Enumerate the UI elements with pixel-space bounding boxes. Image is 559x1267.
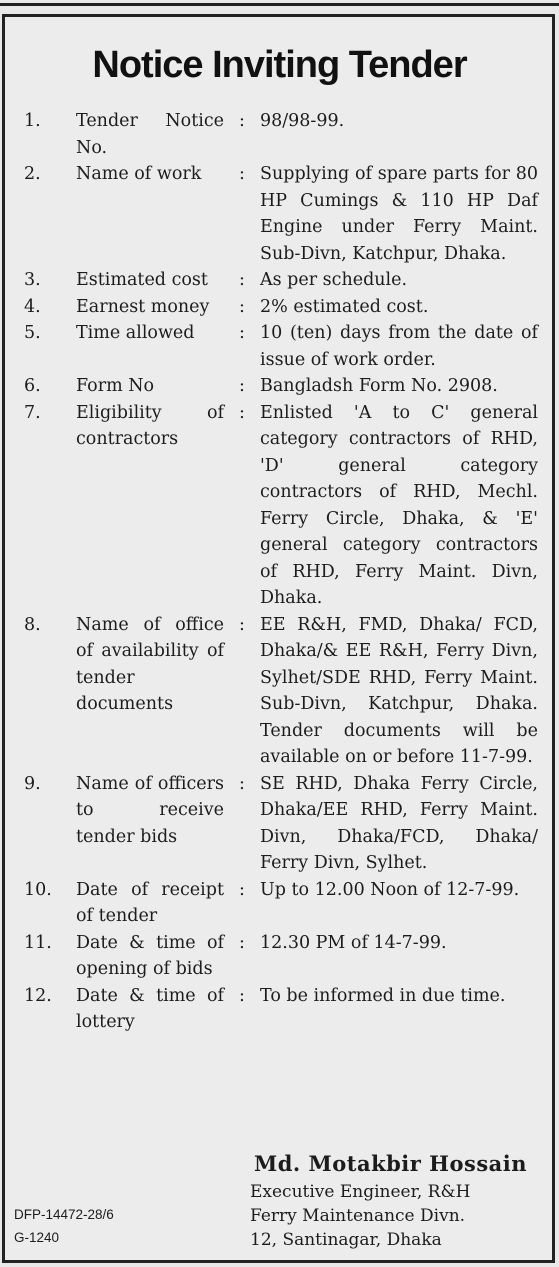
item-colon: : [239, 614, 245, 635]
item-colon: : [239, 773, 245, 794]
item-colon: : [239, 376, 245, 396]
item-number: 5. [24, 323, 41, 343]
item-number: 11. [24, 932, 52, 953]
item-number: 12. [24, 985, 52, 1006]
item-colon: : [239, 296, 245, 317]
item-colon: : [239, 932, 245, 953]
tender-item [14, 400, 544, 612]
item-colon: : [239, 111, 245, 131]
top-border-rule [0, 0, 559, 6]
item-value: Bangladsh Form No. 2908. [260, 376, 498, 396]
tender-item [14, 320, 544, 373]
item-colon: : [239, 879, 245, 900]
item-number: 8. [24, 614, 41, 635]
tender-item [14, 983, 544, 1036]
item-value: Supplying of spare parts for 80 HP Cumings & 110 HP Daf Engine under Ferry Maint. Sub-Divn, Katchpur, Dhaka. [260, 164, 538, 264]
tender-item [14, 612, 544, 771]
item-value: EE R&H, FMD, Dhaka/ FCD, Dhaka/& EE R&H, Ferry Divn, Sylhet/SDE RHD, Ferry Maint. Sub-Divn, Katchpur, Dhaka. Tender documents will be available on or before 11-7-99. [260, 614, 538, 767]
item-value: 2% estimated cost. [260, 296, 429, 317]
item-label: Tender Notice No. [76, 111, 224, 158]
item-label: Date & time of lottery [76, 985, 224, 1032]
signatory-designation: Executive Engineer, R&H [250, 1182, 471, 1202]
dfp-reference: DFP-14472-28/6 [14, 1207, 114, 1222]
item-colon: : [239, 323, 245, 343]
item-number: 4. [24, 296, 41, 317]
item-value: 10 (ten) days from the date of issue of work order. [260, 323, 538, 370]
item-colon: : [239, 270, 245, 290]
item-colon: : [239, 402, 245, 423]
tender-item [14, 930, 544, 983]
item-label: Date of receipt of tender [76, 879, 224, 926]
item-value: Enlisted 'A to C' general category contractors of RHD, 'D' general category contractors of RHD, Mechl. Ferry Circle, Dhaka, & 'E' general category contractors of RHD, Ferry Maint. Divn, Dhaka. [260, 402, 538, 608]
item-label: Name of officers to receive tender bids [76, 773, 224, 847]
item-value: 12.30 PM of 14-7-99. [260, 932, 447, 953]
tender-item [14, 108, 544, 161]
tender-items-list [14, 108, 544, 1036]
tender-item [14, 877, 544, 930]
item-value: Up to 12.00 Noon of 12-7-99. [260, 879, 520, 900]
item-colon: : [239, 985, 245, 1006]
signatory-office: Ferry Maintenance Divn. [250, 1206, 466, 1226]
item-number: 2. [24, 164, 41, 184]
item-label: Date & time of opening of bids [76, 932, 224, 979]
item-number: 7. [24, 402, 41, 423]
item-value: As per schedule. [260, 270, 408, 290]
item-number: 1. [24, 111, 41, 131]
item-number: 3. [24, 270, 41, 290]
tender-item [14, 771, 544, 877]
item-colon: : [239, 164, 245, 184]
item-label: Estimated cost [76, 270, 208, 290]
item-label: Name of work [76, 164, 202, 184]
item-label: Earnest money [76, 296, 210, 317]
item-label: Form No [76, 376, 155, 396]
item-label: Name of office of availability of tender documents [76, 614, 224, 714]
tender-item [14, 161, 544, 267]
signatory-name: Md. Motakbir Hossain [253, 1151, 527, 1176]
item-value: SE RHD, Dhaka Ferry Circle, Dhaka/EE RHD, Ferry Maint. Divn, Dhaka/FCD, Dhaka/ Ferry Divn, Sylhet. [260, 773, 538, 873]
tender-item [14, 267, 544, 294]
tender-item [14, 294, 544, 321]
tender-item [14, 373, 544, 400]
item-value: To be informed in due time. [260, 985, 506, 1006]
notice-title: Notice Inviting Tender [92, 44, 467, 86]
item-label: Time allowed [76, 323, 195, 343]
item-number: 10. [24, 879, 52, 900]
item-number: 6. [24, 376, 41, 396]
signatory-address: 12, Santinagar, Dhaka [250, 1230, 442, 1250]
signatory-details [250, 1180, 470, 1252]
g-reference: G-1240 [14, 1230, 60, 1245]
item-label: Eligibility of contractors [76, 402, 224, 449]
item-number: 9. [24, 773, 41, 794]
item-value: 98/98-99. [260, 111, 345, 131]
